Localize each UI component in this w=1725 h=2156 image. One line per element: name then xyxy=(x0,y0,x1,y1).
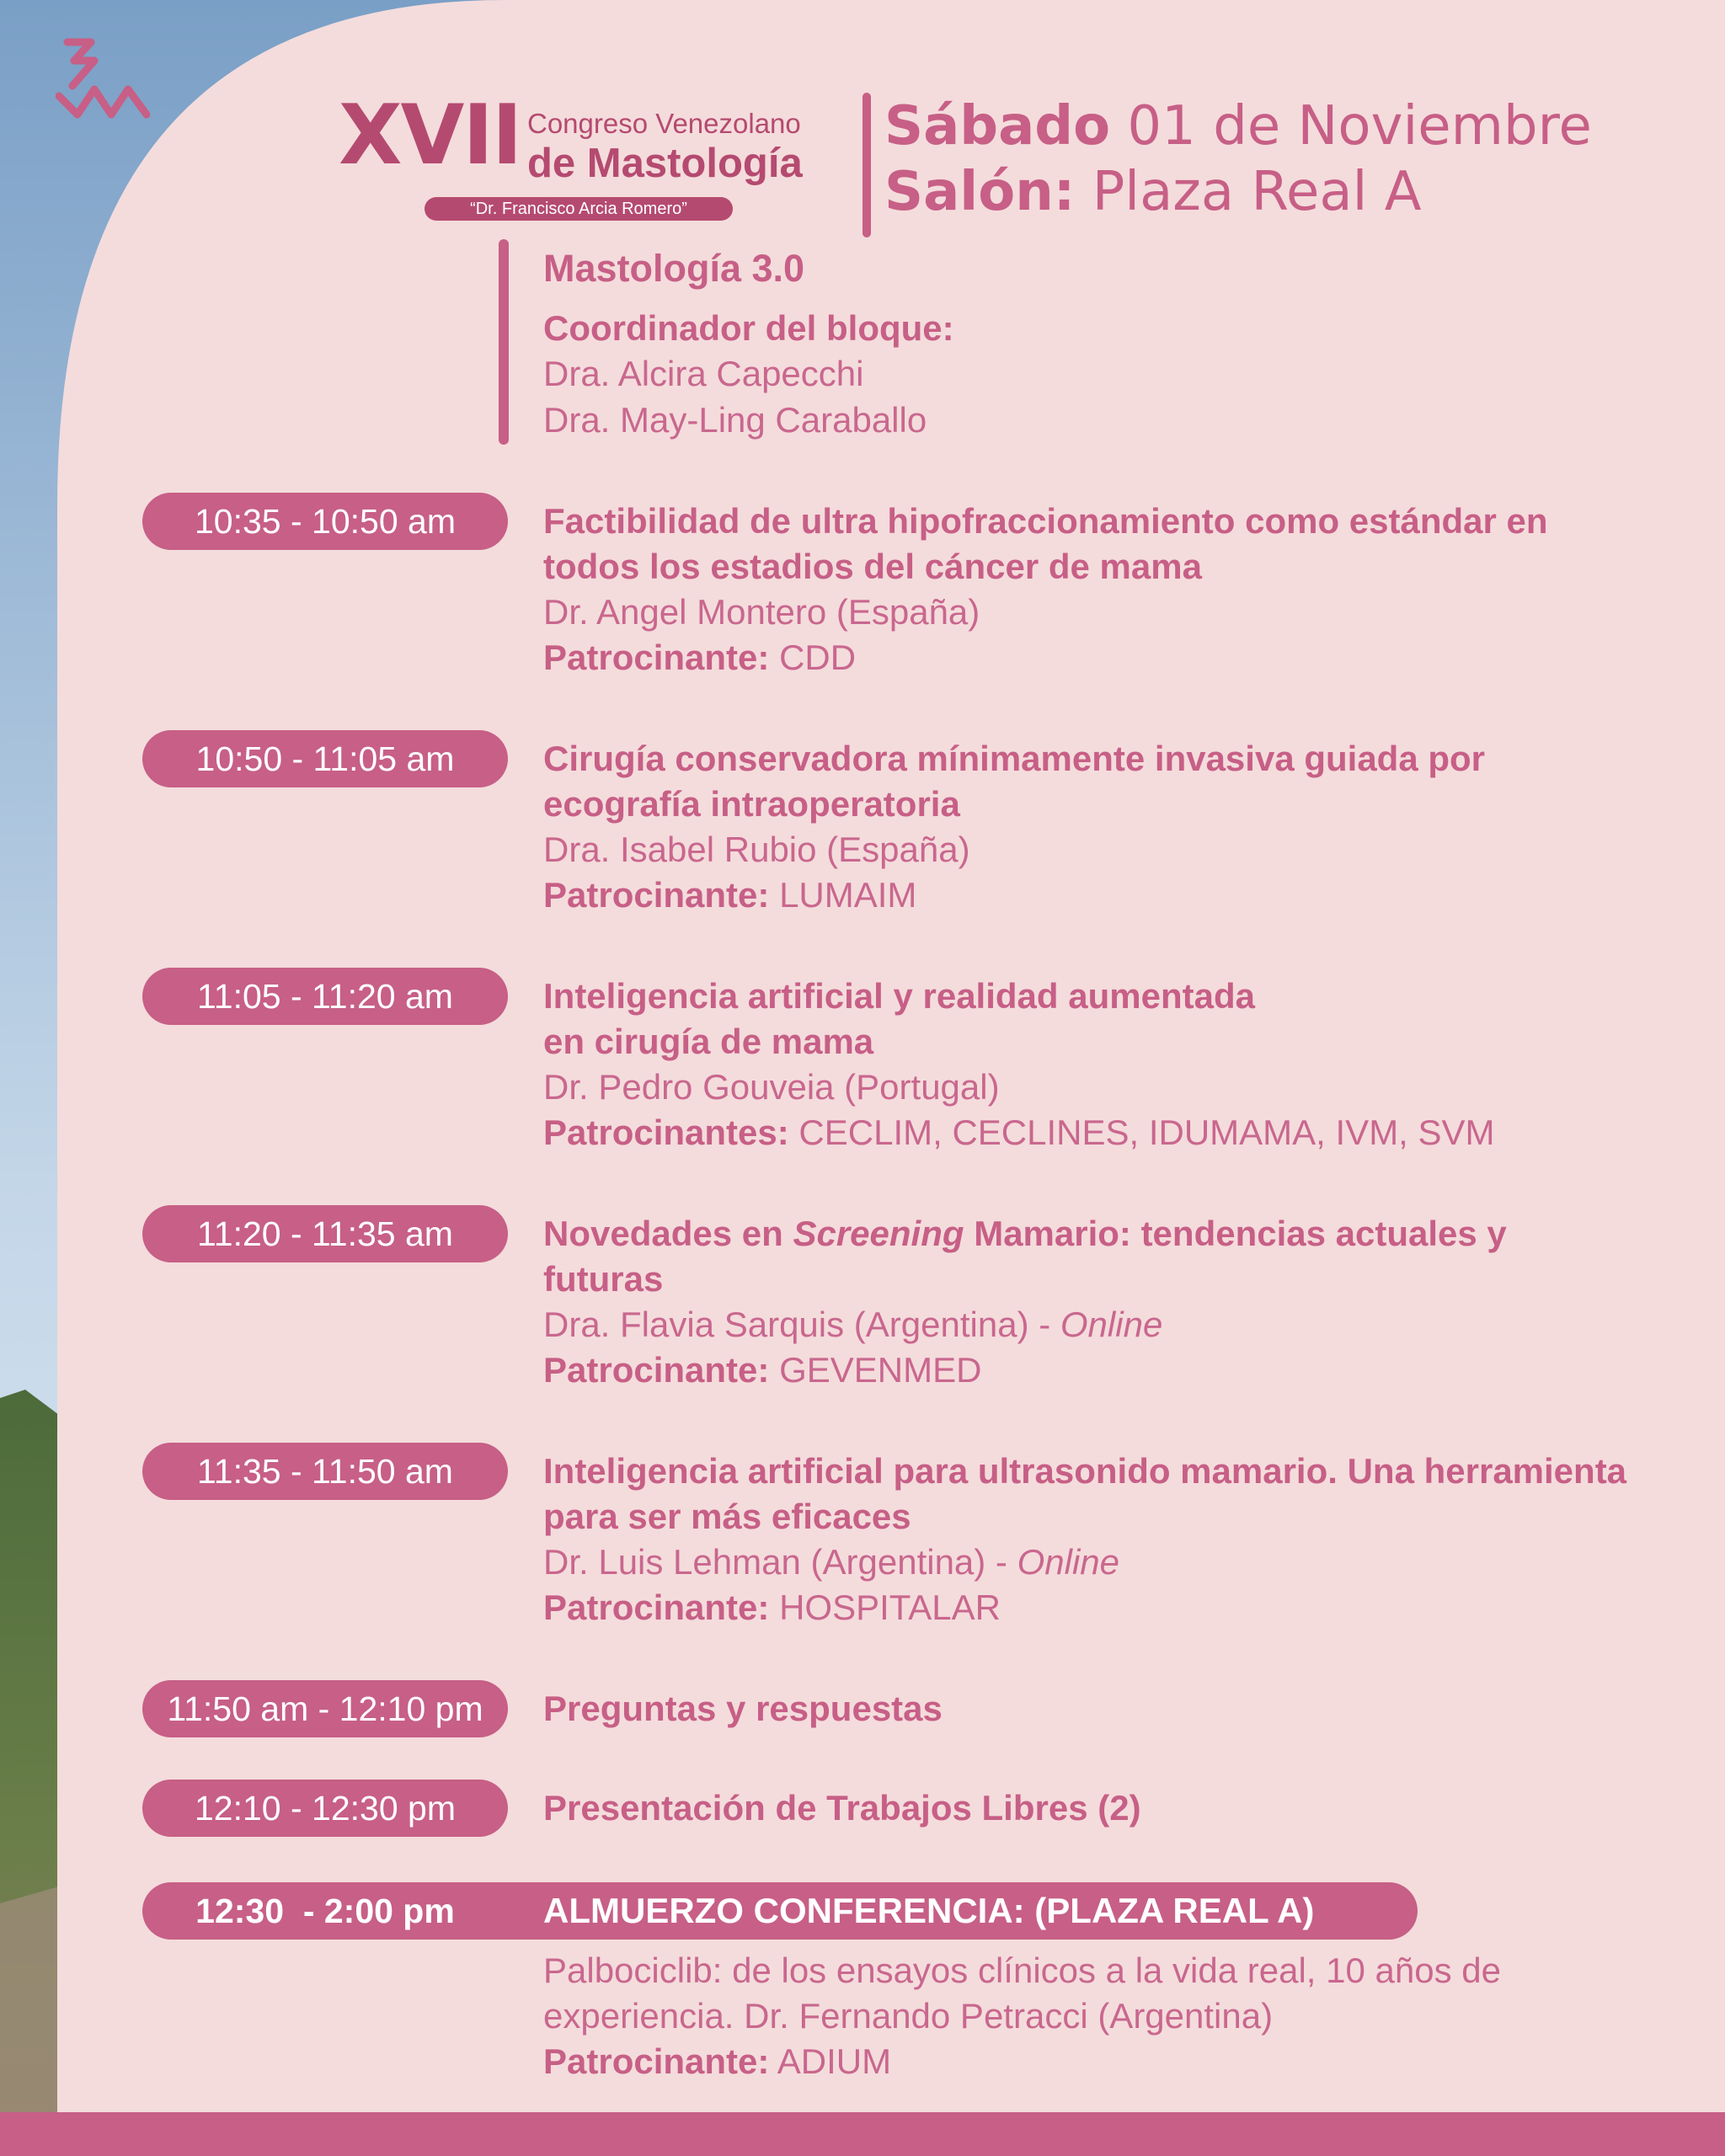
header-divider xyxy=(862,93,871,237)
session-sponsor xyxy=(543,1348,1630,1393)
society-logo-icon xyxy=(56,37,150,120)
session-title: Cirugía conservadora mínimamente invasiva guiada por ecografía intraoperatoria xyxy=(543,739,1486,824)
header-date-line xyxy=(884,95,1592,157)
session-title-line: en cirugía de mama xyxy=(543,1022,874,1061)
session-sponsor xyxy=(543,873,1630,918)
lunch-description: Palbociclib: de los ensayos clínicos a la vida real, 10 años de experiencia. Dr. Fernando Petracci (Argentina) xyxy=(543,1951,1501,2036)
session-sponsor xyxy=(543,635,1630,680)
congress-number: XVII xyxy=(339,88,521,184)
sponsor-name: ADIUM xyxy=(777,2041,892,2081)
sponsor-name: HOSPITALAR xyxy=(779,1588,1001,1627)
sponsor-label: Patrocinante: xyxy=(543,638,770,677)
title-part: Novedades en xyxy=(543,1214,783,1253)
session-modality: Online xyxy=(1060,1305,1163,1344)
sponsor-name: CDD xyxy=(779,638,857,677)
sponsor-label: Patrocinante: xyxy=(543,1588,770,1627)
session-time: 11:50 am - 12:10 pm xyxy=(142,1680,508,1737)
session-sponsor xyxy=(543,1110,1630,1155)
session-entry xyxy=(543,974,1630,1155)
session-sponsor xyxy=(543,1585,1630,1630)
session-time: 11:35 - 11:50 am xyxy=(142,1443,508,1500)
session-entry xyxy=(543,1785,1630,1831)
session-title xyxy=(543,1211,1630,1302)
session-speaker: Dra. Isabel Rubio (España) xyxy=(543,830,970,869)
block-divider xyxy=(499,239,509,445)
session-entry xyxy=(543,1211,1630,1393)
session-time: 12:10 - 12:30 pm xyxy=(142,1780,508,1837)
sponsor-name: GEVENMED xyxy=(779,1350,982,1390)
session-time: 10:50 - 11:05 am xyxy=(142,730,508,787)
session-speaker: Dr. Angel Montero (España) xyxy=(543,592,980,632)
lunch-sponsor xyxy=(543,2039,1630,2084)
lunch-title: ALMUERZO CONFERENCIA: (PLAZA REAL A) xyxy=(543,1891,1315,1930)
session-title: Presentación de Trabajos Libres (2) xyxy=(543,1788,1141,1828)
session-time: 11:05 - 11:20 am xyxy=(142,968,508,1025)
sponsor-label: Patrocinante: xyxy=(543,2041,770,2081)
sponsor-label: Patrocinantes: xyxy=(543,1113,789,1152)
header-day: Sábado xyxy=(884,95,1111,157)
session-time: 11:20 - 11:35 am xyxy=(142,1205,508,1262)
congress-name-line1: Congreso Venezolano xyxy=(527,108,801,139)
sponsor-label: Patrocinante: xyxy=(543,1350,770,1390)
coordinator-label: Coordinador del bloque: xyxy=(543,308,954,348)
session-entry xyxy=(543,499,1630,680)
sponsor-name: CECLIM, CECLINES, IDUMAMA, IVM, SVM xyxy=(798,1113,1495,1152)
header-room: Plaza Real A xyxy=(1092,161,1422,223)
sponsor-name: LUMAIM xyxy=(779,875,917,915)
congress-name-line2: de Mastología xyxy=(527,141,803,186)
session-speaker: Dr. Pedro Gouveia (Portugal) xyxy=(543,1067,1000,1107)
speaker-name: Dra. Flavia Sarquis (Argentina) - xyxy=(543,1305,1051,1344)
lunch-details xyxy=(543,1948,1630,2084)
session-speaker xyxy=(543,1302,1630,1348)
header-room-label: Salón: xyxy=(884,161,1076,223)
session-entry xyxy=(543,736,1630,918)
session-time: 10:35 - 10:50 am xyxy=(142,493,508,550)
session-speaker xyxy=(543,1540,1630,1585)
coordinator-name: Dra. May-Ling Caraballo xyxy=(543,400,927,440)
session-title: Factibilidad de ultra hipofraccionamiento como estándar en todos los estadios del cáncer de mama xyxy=(543,501,1548,586)
lunch-time: 12:30 - 2:00 pm xyxy=(195,1892,455,1930)
session-title-line: Inteligencia artificial y realidad aumentada xyxy=(543,976,1255,1016)
session-modality: Online xyxy=(1017,1542,1119,1582)
header-room-line xyxy=(884,161,1422,223)
honoree-badge: “Dr. Francisco Arcia Romero” xyxy=(425,197,733,221)
sponsor-label: Patrocinante: xyxy=(543,875,770,915)
header-date: 01 de Noviembre xyxy=(1127,95,1592,157)
speaker-name: Dr. Luis Lehman (Argentina) - xyxy=(543,1542,1007,1582)
coordinator-name: Dra. Alcira Capecchi xyxy=(543,354,864,393)
session-entry xyxy=(543,1449,1630,1630)
title-italic-part: Screening xyxy=(793,1214,964,1253)
session-title: Preguntas y respuestas xyxy=(543,1689,943,1728)
footer-bar xyxy=(0,2112,1725,2156)
title-part: Mamario: tendencias actuales y futuras xyxy=(543,1214,1507,1299)
session-title: Inteligencia artificial para ultrasonido mamario. Una herramienta para ser más eficaces xyxy=(543,1451,1627,1536)
block-title: Mastología 3.0 xyxy=(543,247,805,290)
session-entry xyxy=(543,1686,1630,1732)
